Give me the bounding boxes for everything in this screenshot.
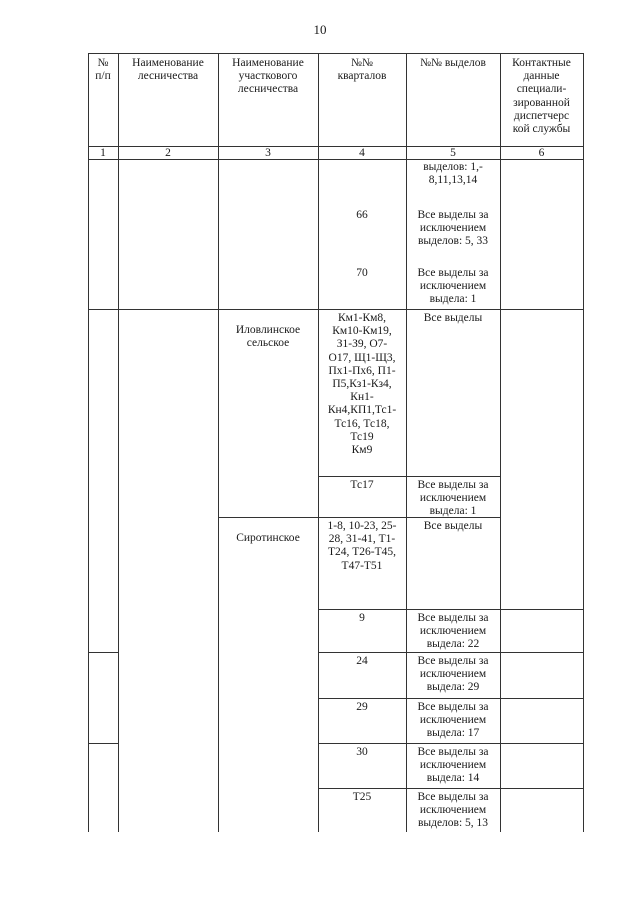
column-border (88, 53, 89, 832)
cell-line: 70 (356, 267, 368, 279)
header-col3 (218, 57, 318, 97)
column-border (500, 53, 501, 832)
cell-line: выделов: 5, 13 (417, 817, 489, 830)
quarter-numbers (318, 746, 406, 759)
plot-numbers (406, 267, 500, 307)
row-divider (318, 652, 583, 653)
column-border (118, 53, 119, 832)
column-border (218, 53, 219, 832)
header-col6 (500, 57, 583, 136)
cell-line: П5,Кз1-Кз4, (332, 378, 392, 391)
header-col1 (88, 57, 118, 83)
number-row-divider (88, 159, 583, 160)
plot-numbers (406, 655, 500, 695)
cell-line: 9 (359, 612, 365, 624)
column-number: 6 (538, 146, 545, 159)
cell-line: кварталов (337, 70, 387, 83)
plot-numbers (406, 479, 500, 519)
cell-line: данные (523, 70, 560, 83)
cell-line: выделов: 5, 33 (417, 235, 489, 248)
cell-line: участкового (238, 70, 298, 83)
row-divider (318, 517, 500, 518)
plot-numbers (406, 520, 500, 533)
quarter-numbers (318, 791, 406, 804)
cell-line: Кн4,КП1,Тс1- (327, 404, 397, 417)
column-border (583, 53, 584, 832)
cell-line: Все выделы за (417, 267, 489, 279)
quarter-numbers (318, 520, 406, 573)
cell-line: Т25 (352, 791, 372, 803)
header-divider (88, 146, 583, 147)
cell-line: 66 (356, 209, 368, 221)
cell-line: выделов: 1,- (423, 161, 483, 173)
column-number: 5 (450, 146, 456, 159)
cell-line: выдела: 1 (429, 505, 477, 518)
cell-line: выдела: 22 (426, 638, 480, 651)
quarter-numbers (318, 701, 406, 714)
header-col2 (118, 57, 218, 83)
cell-line: Все выделы (423, 520, 483, 532)
page-number: 10 (313, 22, 327, 37)
cell-line: З1-З9, О7- (336, 338, 388, 351)
column-number: 3 (265, 146, 271, 159)
cell-line: Все выделы за (417, 701, 489, 713)
row-divider (318, 788, 583, 789)
row-divider (318, 698, 583, 699)
column-number: 4 (359, 146, 365, 159)
cell-line: Все выделы за (417, 612, 489, 624)
cell-line: О17, Щ1-Щ3, (328, 351, 396, 364)
cell-line: №№ (351, 57, 373, 69)
cell-line: 28, 31-41, Т1- (328, 533, 396, 546)
section-divider (88, 309, 583, 310)
cell-line: Наименование (232, 57, 304, 69)
cell-line: исключением (419, 625, 487, 638)
row-divider (318, 743, 583, 744)
cell-line: выдела: 29 (426, 681, 480, 694)
cell-line: Все выделы (423, 312, 483, 324)
cell-line: Кн1- (350, 391, 374, 404)
plot-numbers (406, 161, 500, 187)
cell-line: исключением (419, 759, 487, 772)
row-divider (218, 517, 318, 518)
cell-line: Иловлинское (235, 324, 301, 336)
cell-line: исключением (419, 714, 487, 727)
cell-line: Тс17 (350, 479, 374, 491)
cell-line: Км9 (351, 444, 373, 457)
column-number: 2 (165, 146, 171, 159)
quarter-numbers (318, 479, 406, 492)
cell-line: Тс16, Тс18, (334, 417, 390, 430)
cell-line: Км10-Км19, (332, 325, 392, 338)
cell-line: сельское (246, 337, 290, 350)
header-col5 (406, 57, 500, 70)
column-number: 1 (100, 146, 106, 159)
cell-line: Все выделы за (417, 791, 489, 803)
cell-line: Т47-Т51 (341, 559, 383, 572)
cell-line: исключением (419, 492, 487, 505)
quarter-numbers (318, 655, 406, 668)
cell-line: п/п (95, 70, 111, 83)
row-divider (88, 652, 118, 653)
cell-line: выдела: 17 (426, 727, 480, 740)
column-border (318, 53, 319, 832)
table-top-border (88, 53, 583, 54)
cell-line: кой службы (512, 123, 571, 136)
cell-line: Все выделы за (417, 209, 489, 221)
cell-line: Пх1-Пх6, П1- (328, 364, 396, 377)
quarter-numbers (318, 267, 406, 280)
cell-line: 1-8, 10-23, 25- (327, 520, 397, 532)
row-divider (500, 609, 583, 610)
cell-line: Контактные (512, 57, 571, 69)
cell-line: 30 (356, 746, 368, 758)
cell-line: Все выделы за (417, 746, 489, 758)
cell-line: диспетчерс (513, 109, 570, 122)
cell-line: выдела: 1 (429, 293, 477, 306)
cell-line: № (97, 57, 109, 69)
subdistrict-name (218, 324, 318, 350)
cell-line: Сиротинское (236, 532, 300, 544)
cell-line: специали- (516, 83, 567, 96)
cell-line: исключением (419, 222, 487, 235)
cell-line: Наименование (132, 57, 204, 69)
cell-line: Км1-Км8, (337, 312, 387, 324)
cell-line: 29 (356, 701, 368, 713)
column-border (406, 53, 407, 832)
plot-numbers (406, 312, 500, 325)
cell-line: №№ выделов (420, 57, 486, 69)
plot-numbers (406, 612, 500, 652)
cell-line: Т24, Т26-Т45, (327, 546, 397, 559)
header-col4 (318, 57, 406, 83)
plot-numbers (406, 701, 500, 741)
cell-line: Все выделы за (417, 479, 489, 491)
quarter-numbers (318, 612, 406, 625)
row-divider (318, 476, 500, 477)
cell-line: зированной (513, 96, 570, 109)
cell-line: 8,11,13,14 (428, 174, 478, 187)
row-divider (88, 743, 118, 744)
plot-numbers (406, 209, 500, 249)
cell-line: лесничества (137, 70, 199, 83)
plot-numbers (406, 791, 500, 831)
cell-line: Тс19 (350, 430, 374, 443)
cell-line: лесничества (237, 83, 299, 96)
quarter-numbers (318, 209, 406, 222)
quarter-numbers (318, 312, 406, 457)
cell-line: исключением (419, 668, 487, 681)
cell-line: 24 (356, 655, 368, 667)
cell-line: исключением (419, 280, 487, 293)
plot-numbers (406, 746, 500, 786)
subdistrict-name (218, 532, 318, 545)
cell-line: Все выделы за (417, 655, 489, 667)
cell-line: выдела: 14 (426, 772, 480, 785)
cell-line: исключением (419, 804, 487, 817)
